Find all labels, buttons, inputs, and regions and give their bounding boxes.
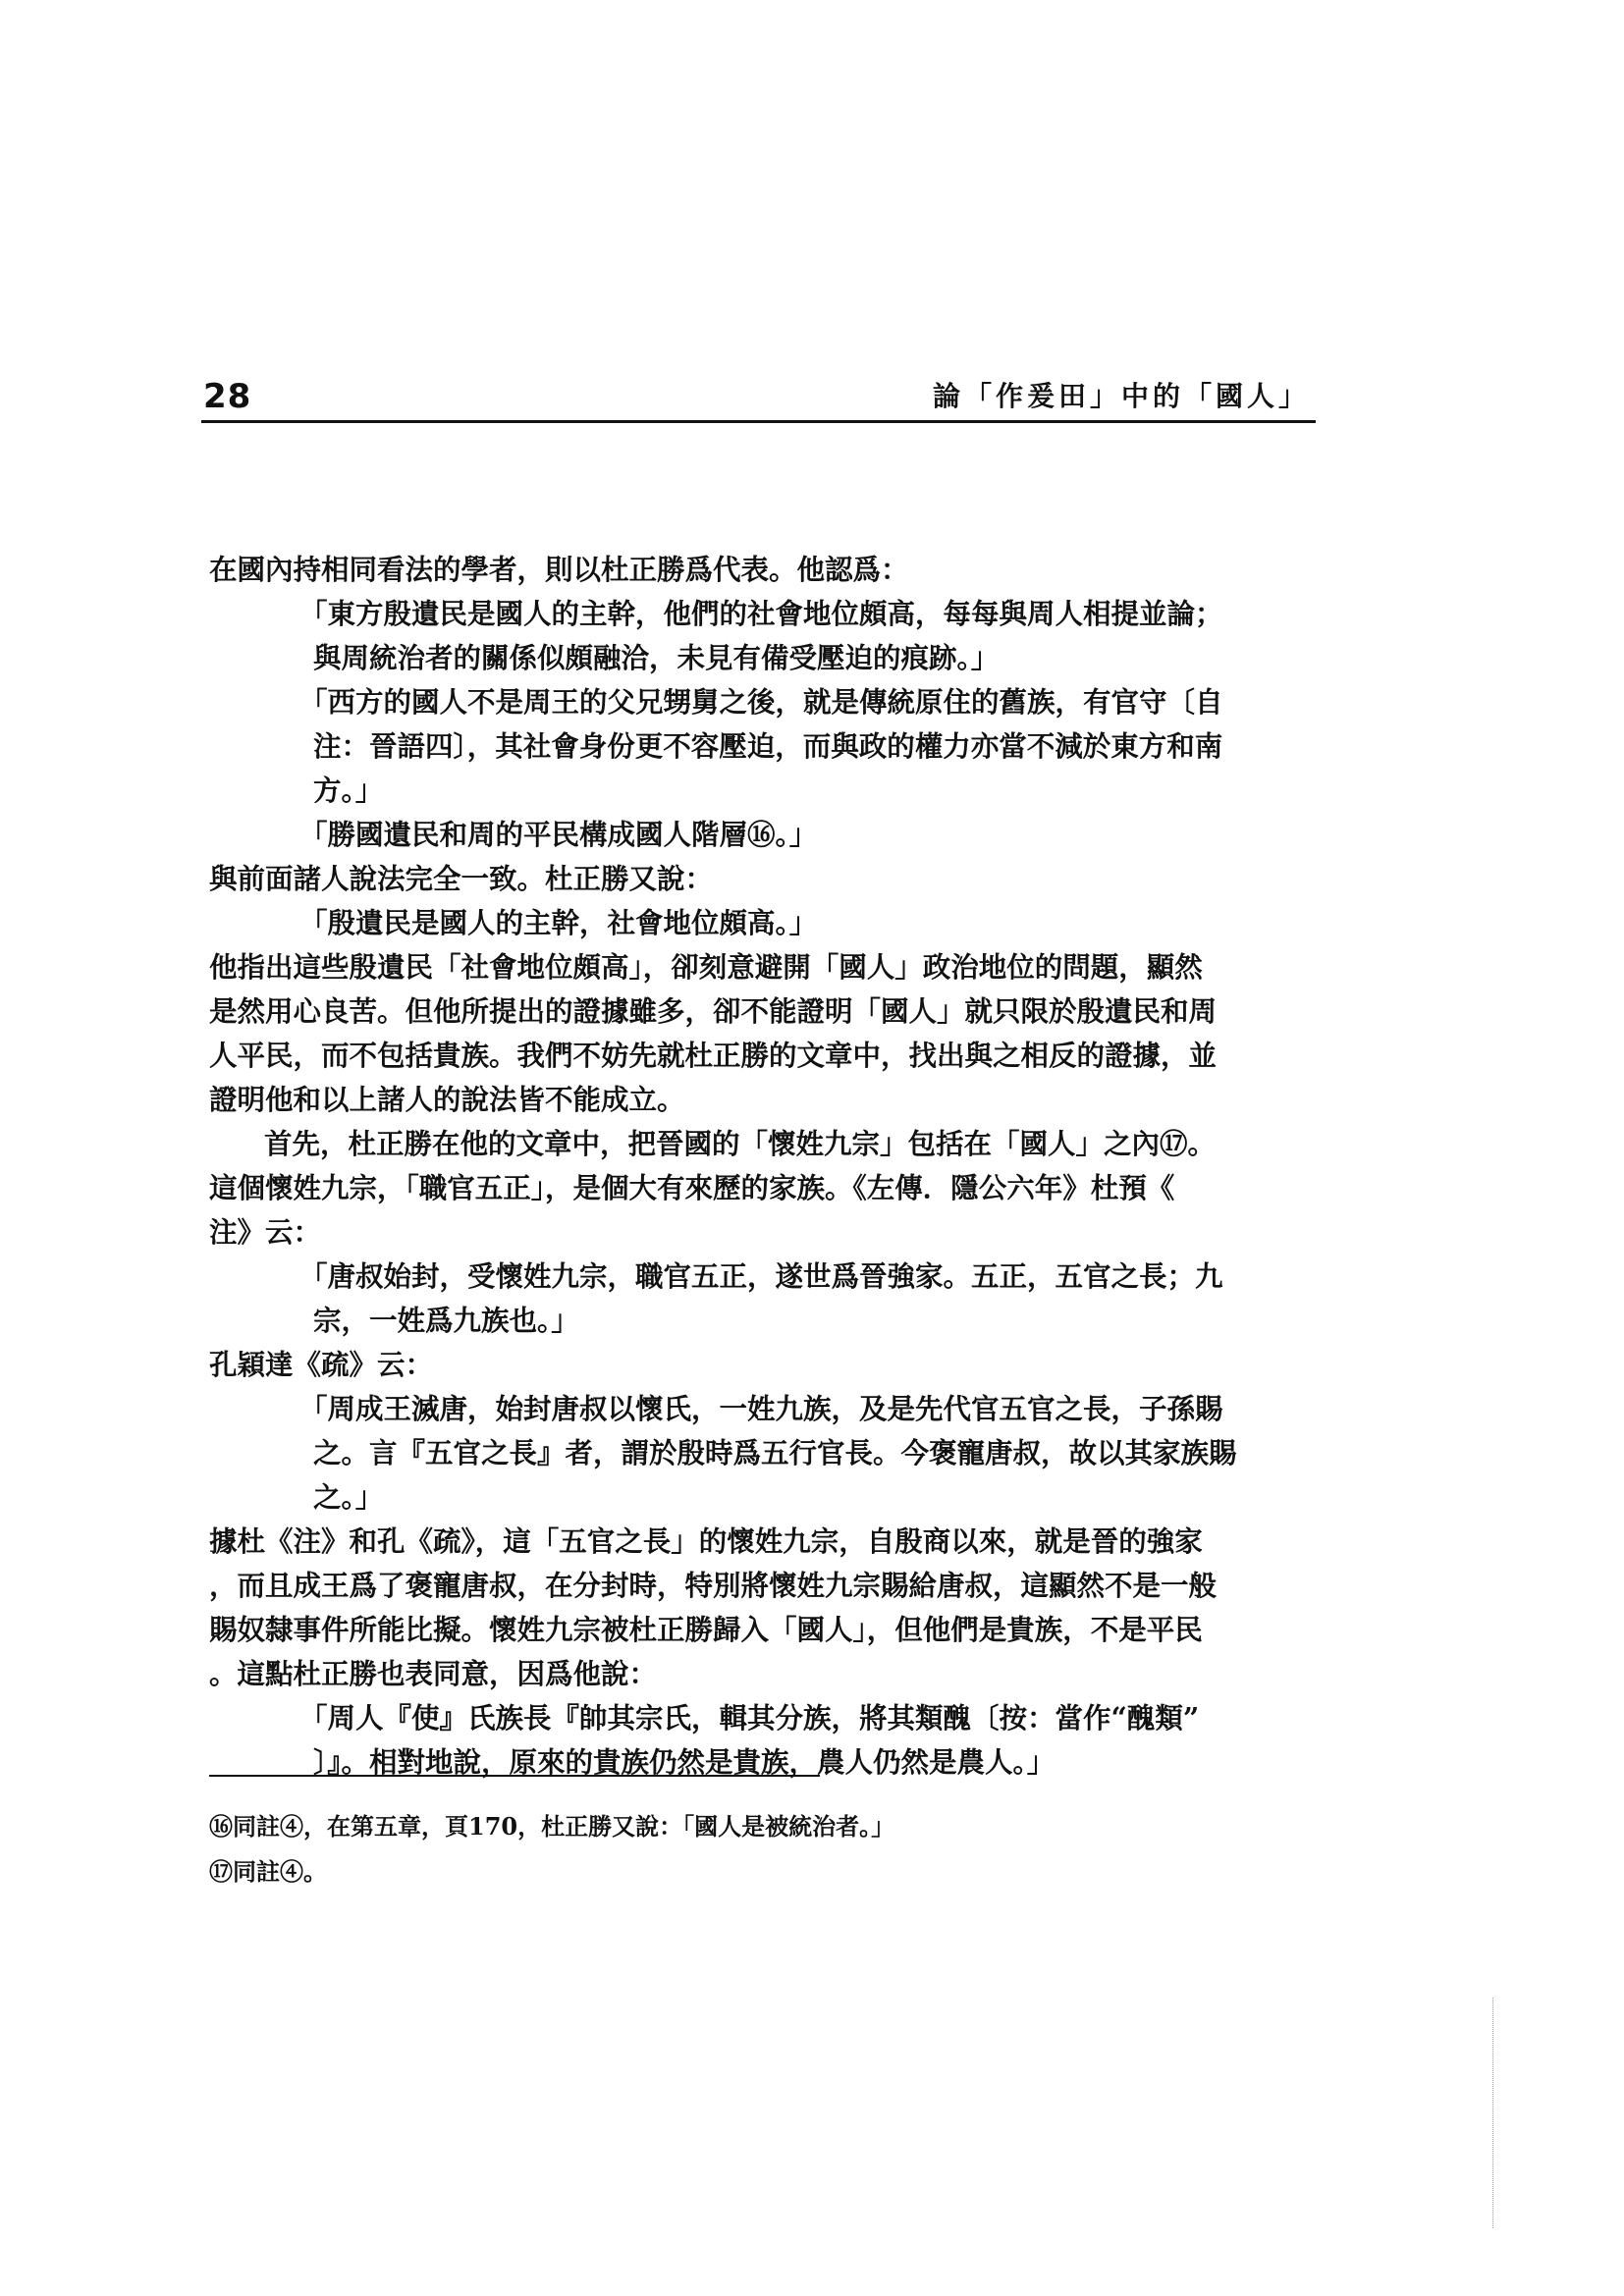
scan-edge-mark bbox=[1492, 1998, 1493, 2228]
block-quote bbox=[209, 1255, 1270, 1343]
text-line: 據杜《注》和孔《疏》，這「五官之長」的懷姓九宗，自殷商以來，就是晉的強家 bbox=[209, 1524, 1203, 1558]
footnote: ⑰同註④。 bbox=[209, 1857, 327, 1886]
running-title: 論「作爰田」中的「國人」 bbox=[932, 380, 1310, 412]
text-line: 「唐叔始封，受懷姓九宗，職官五正，遂世爲晉強家。五正，五官之長；九 bbox=[299, 1259, 1223, 1293]
text-line: 注：晉語四〕，其社會身份更不容壓迫，而與政的權力亦當不減於東方和南 bbox=[313, 729, 1223, 763]
text-line: 。這點杜正勝也表同意，因爲他說： bbox=[209, 1657, 658, 1690]
text-line: ，而且成王爲了褒寵唐叔，在分封時，特別將懷姓九宗賜給唐叔，這顯然不是一般 bbox=[209, 1569, 1218, 1602]
text-line: 這個懷姓九宗，「職官五正」，是個大有來歷的家族。《左傳．隱公六年》杜預《 bbox=[209, 1171, 1175, 1204]
text-line: 與周統治者的關係似頗融洽，未見有備受壓迫的痕跡。」 bbox=[313, 641, 1000, 674]
text-line: 證明他和以上諸人的說法皆不能成立。 bbox=[209, 1083, 685, 1116]
block-quote bbox=[209, 901, 1270, 945]
text-line: 是然用心良苦。但他所提出的證據雖多，卻不能證明「國人」就只限於殷遺民和周 bbox=[209, 994, 1218, 1028]
text-line: 「東方殷遺民是國人的主幹，他們的社會地位頗高，每每與周人相提並論； bbox=[299, 597, 1223, 630]
paragraph bbox=[209, 945, 1270, 1122]
text-line: 「西方的國人不是周王的父兄甥舅之後，就是傳統原住的舊族，有官守〔自 bbox=[299, 685, 1223, 719]
footnote-divider bbox=[209, 1775, 820, 1777]
block-quote bbox=[209, 680, 1270, 813]
text-line: 「勝國遺民和周的平民構成國人階層⑯。」 bbox=[299, 818, 818, 851]
text-line: 在國內持相同看法的學者，則以杜正勝爲代表。他認爲： bbox=[209, 553, 909, 586]
paragraph bbox=[209, 1122, 1270, 1255]
text-line: 注》云： bbox=[209, 1215, 322, 1249]
text-line: 方。」 bbox=[313, 774, 384, 807]
block-quote bbox=[209, 1387, 1270, 1520]
footnotes bbox=[209, 1804, 1289, 1895]
paragraph bbox=[209, 548, 1270, 592]
footnote: ⑯同註④，在第五章，頁170，杜正勝又說：「國人是被統治者。」 bbox=[209, 1812, 895, 1841]
text-line: 與前面諸人說法完全一致。杜正勝又說： bbox=[209, 862, 714, 895]
page-number: 28 bbox=[203, 377, 252, 416]
text-line: 「周成王滅唐，始封唐叔以懷氏，一姓九族，及是先代官五官之長，子孫賜 bbox=[299, 1392, 1223, 1425]
text-line: 「殷遺民是國人的主幹，社會地位頗高。」 bbox=[299, 906, 818, 939]
paragraph bbox=[209, 857, 1270, 901]
page-header bbox=[201, 371, 1316, 423]
text-line: 人平民，而不包括貴族。我們不妨先就杜正勝的文章中，找出與之相反的證據，並 bbox=[209, 1039, 1218, 1072]
block-quote bbox=[209, 1696, 1270, 1785]
text-line: 孔穎達《疏》云： bbox=[209, 1348, 434, 1381]
text-line: 之。言『五官之長』者，謂於殷時爲五行官長。今褒寵唐叔，故以其家族賜 bbox=[313, 1436, 1237, 1469]
body-text bbox=[209, 548, 1270, 1785]
text-line: 〕』。相對地說，原來的貴族仍然是貴族，農人仍然是農人。」 bbox=[313, 1745, 1056, 1779]
paragraph bbox=[209, 1520, 1270, 1696]
block-quote bbox=[209, 813, 1270, 857]
text-line: 宗，一姓爲九族也。」 bbox=[313, 1304, 579, 1337]
text-line: 「周人『使』氏族長『帥其宗氏，輯其分族，將其類醜〔按：當作“醜類” bbox=[299, 1701, 1200, 1735]
paragraph bbox=[209, 1343, 1270, 1387]
text-line: 賜奴隸事件所能比擬。懷姓九宗被杜正勝歸入「國人」，但他們是貴族，不是平民 bbox=[209, 1613, 1203, 1646]
text-line: 首先，杜正勝在他的文章中，把晉國的「懷姓九宗」包括在「國人」之內⑰。 bbox=[264, 1127, 1217, 1160]
text-line: 之。」 bbox=[313, 1480, 384, 1514]
block-quote bbox=[209, 592, 1270, 680]
text-line: 他指出這些殷遺民「社會地位頗高」，卻刻意避開「國人」政治地位的問題，顯然 bbox=[209, 950, 1203, 984]
